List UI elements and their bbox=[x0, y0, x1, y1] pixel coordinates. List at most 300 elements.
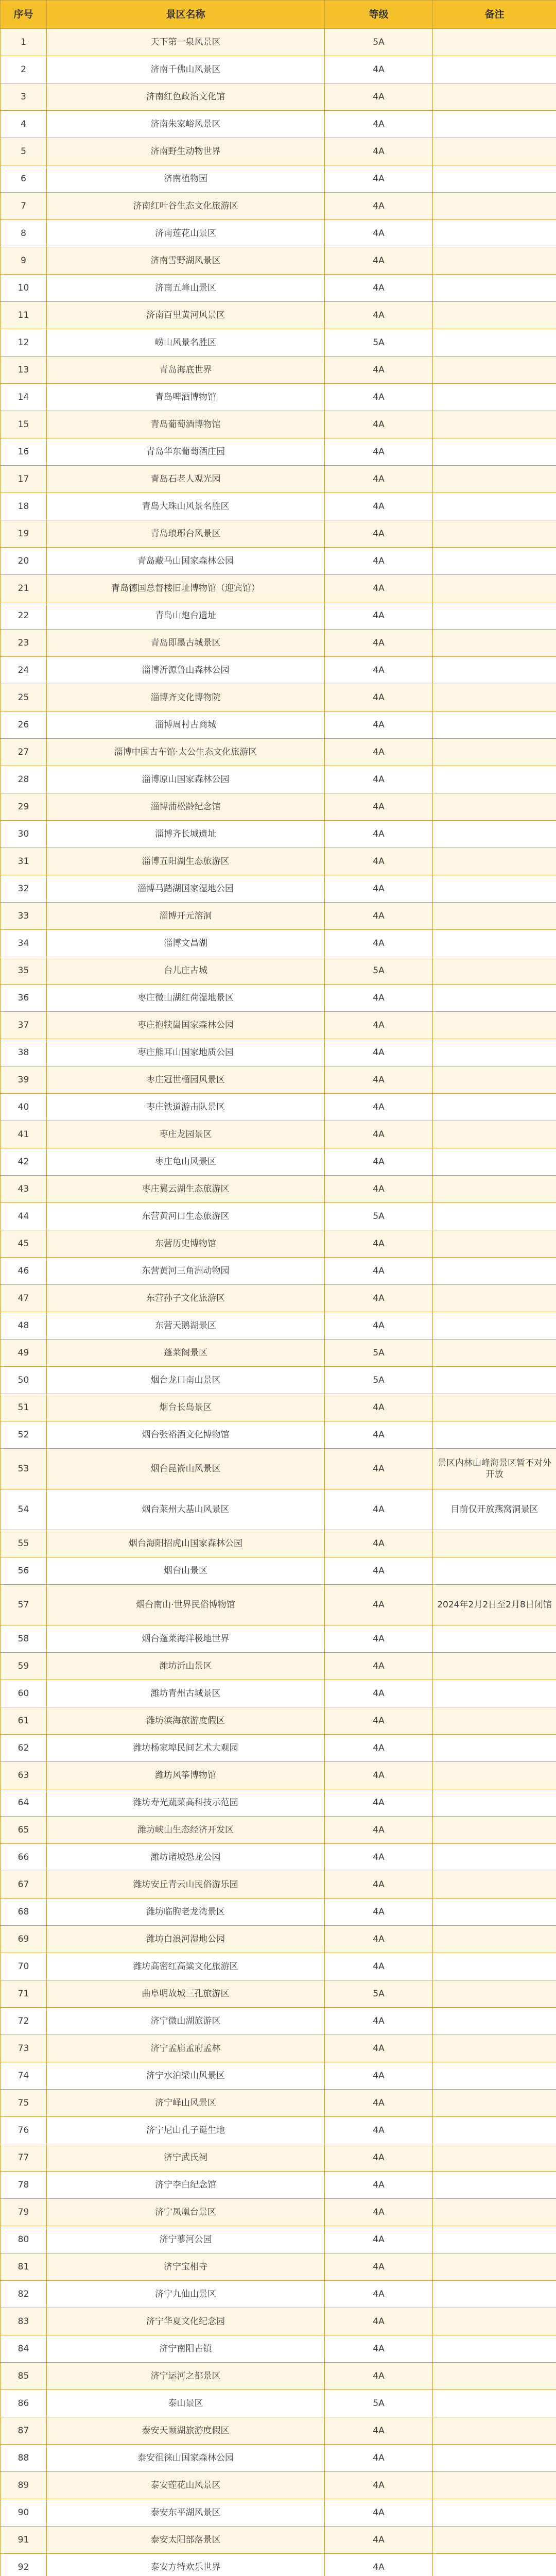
table-row bbox=[1, 1625, 556, 1653]
row-number: 85 bbox=[1, 2363, 47, 2390]
grade-value: 4A bbox=[325, 1258, 433, 1285]
note-text: 景区内林山峰海景区暂不对外开放 bbox=[433, 1449, 556, 1489]
table-row bbox=[1, 1530, 556, 1557]
note-text bbox=[433, 1871, 556, 1899]
table-row bbox=[1, 766, 556, 793]
row-number: 76 bbox=[1, 2117, 47, 2144]
table-row bbox=[1, 2117, 556, 2144]
table-row bbox=[1, 2226, 556, 2253]
row-number: 9 bbox=[1, 247, 47, 275]
note-text bbox=[433, 1340, 556, 1367]
note-text bbox=[433, 2281, 556, 2308]
grade-value: 4A bbox=[325, 903, 433, 930]
scenic-name: 烟台山景区 bbox=[47, 1557, 325, 1585]
scenic-name: 枣庄翼云湖生态旅游区 bbox=[47, 1176, 325, 1203]
scenic-name: 淄博马踏湖国家湿地公园 bbox=[47, 875, 325, 903]
header-scenic-name: 景区名称 bbox=[47, 1, 325, 29]
row-number: 73 bbox=[1, 2035, 47, 2062]
row-number: 18 bbox=[1, 493, 47, 520]
table-row bbox=[1, 1094, 556, 1121]
scenic-name: 济南野生动物世界 bbox=[47, 138, 325, 165]
scenic-name: 潍坊风筝博物馆 bbox=[47, 1762, 325, 1789]
note-text bbox=[433, 2499, 556, 2527]
scenic-name: 青岛琅琊台风景区 bbox=[47, 520, 325, 548]
row-number: 12 bbox=[1, 329, 47, 357]
note-text bbox=[433, 1066, 556, 1094]
grade-value: 4A bbox=[325, 2472, 433, 2499]
scenic-name: 枣庄龙园景区 bbox=[47, 1121, 325, 1148]
table-row bbox=[1, 2035, 556, 2062]
scenic-name: 烟台长岛景区 bbox=[47, 1394, 325, 1421]
note-text bbox=[433, 2090, 556, 2117]
row-number: 24 bbox=[1, 657, 47, 684]
note-text bbox=[433, 438, 556, 466]
table-row bbox=[1, 493, 556, 520]
row-number: 4 bbox=[1, 111, 47, 138]
header-grade: 等级 bbox=[325, 1, 433, 29]
row-number: 32 bbox=[1, 875, 47, 903]
table-row bbox=[1, 1899, 556, 1926]
scenic-name: 泰安天颐湖旅游度假区 bbox=[47, 2417, 325, 2445]
header-number: 序号 bbox=[1, 1, 47, 29]
row-number: 42 bbox=[1, 1148, 47, 1176]
grade-value: 4A bbox=[325, 1230, 433, 1258]
grade-value: 5A bbox=[325, 29, 433, 56]
grade-value: 4A bbox=[325, 2172, 433, 2199]
grade-value: 5A bbox=[325, 1203, 433, 1230]
table-row bbox=[1, 1340, 556, 1367]
grade-value: 4A bbox=[325, 875, 433, 903]
table-row bbox=[1, 193, 556, 220]
note-text bbox=[433, 83, 556, 111]
row-number: 31 bbox=[1, 848, 47, 875]
note-text bbox=[433, 2554, 556, 2576]
note-text bbox=[433, 1094, 556, 1121]
note-text bbox=[433, 1653, 556, 1680]
table-body bbox=[1, 29, 556, 2576]
row-number: 79 bbox=[1, 2199, 47, 2226]
row-number: 50 bbox=[1, 1367, 47, 1394]
note-text bbox=[433, 2144, 556, 2172]
note-text bbox=[433, 630, 556, 657]
row-number: 11 bbox=[1, 302, 47, 329]
scenic-name: 淄博周村古商城 bbox=[47, 711, 325, 739]
row-number: 77 bbox=[1, 2144, 47, 2172]
grade-value: 4A bbox=[325, 220, 433, 247]
table-row bbox=[1, 411, 556, 438]
scenic-name: 东营黄河三角洲动物园 bbox=[47, 1258, 325, 1285]
grade-value: 4A bbox=[325, 466, 433, 493]
grade-value: 4A bbox=[325, 1585, 433, 1625]
row-number: 28 bbox=[1, 766, 47, 793]
row-number: 1 bbox=[1, 29, 47, 56]
row-number: 6 bbox=[1, 165, 47, 193]
table-row bbox=[1, 2008, 556, 2035]
table-row bbox=[1, 602, 556, 630]
row-number: 43 bbox=[1, 1176, 47, 1203]
scenic-name: 济宁宝相寺 bbox=[47, 2253, 325, 2281]
note-text: 2024年2月2日至2月8日闭馆 bbox=[433, 1585, 556, 1625]
table-row bbox=[1, 438, 556, 466]
note-text bbox=[433, 165, 556, 193]
note-text bbox=[433, 930, 556, 957]
note-text bbox=[433, 2417, 556, 2445]
row-number: 69 bbox=[1, 1926, 47, 1953]
table-row bbox=[1, 520, 556, 548]
scenic-name: 曲阜明故城三孔旅游区 bbox=[47, 1980, 325, 2008]
row-number: 10 bbox=[1, 275, 47, 302]
scenic-name: 济宁微山湖旅游区 bbox=[47, 2008, 325, 2035]
scenic-name: 济宁武氏祠 bbox=[47, 2144, 325, 2172]
note-text bbox=[433, 602, 556, 630]
grade-value: 5A bbox=[325, 957, 433, 985]
note-text bbox=[433, 1039, 556, 1066]
table-row bbox=[1, 903, 556, 930]
scenic-name: 枣庄抱犊崮国家森林公园 bbox=[47, 1012, 325, 1039]
table-row bbox=[1, 1557, 556, 1585]
grade-value: 4A bbox=[325, 438, 433, 466]
table-row bbox=[1, 1789, 556, 1817]
row-number: 14 bbox=[1, 384, 47, 411]
grade-value: 4A bbox=[325, 1121, 433, 1148]
scenic-name: 济南朱家峪风景区 bbox=[47, 111, 325, 138]
table-row bbox=[1, 384, 556, 411]
note-text bbox=[433, 1762, 556, 1789]
scenic-name: 济南植物园 bbox=[47, 165, 325, 193]
grade-value: 4A bbox=[325, 1871, 433, 1899]
row-number: 82 bbox=[1, 2281, 47, 2308]
note-text bbox=[433, 329, 556, 357]
grade-value: 4A bbox=[325, 83, 433, 111]
row-number: 51 bbox=[1, 1394, 47, 1421]
scenic-name: 济南莲花山景区 bbox=[47, 220, 325, 247]
row-number: 20 bbox=[1, 548, 47, 575]
note-text bbox=[433, 684, 556, 711]
scenic-name: 济宁尼山孔子诞生地 bbox=[47, 2117, 325, 2144]
scenic-name: 崂山风景名胜区 bbox=[47, 329, 325, 357]
row-number: 68 bbox=[1, 1899, 47, 1926]
note-text bbox=[433, 56, 556, 83]
row-number: 45 bbox=[1, 1230, 47, 1258]
grade-value: 4A bbox=[325, 739, 433, 766]
scenic-name: 枣庄熊耳山国家地质公园 bbox=[47, 1039, 325, 1066]
scenic-name: 潍坊白浪河湿地公园 bbox=[47, 1926, 325, 1953]
row-number: 90 bbox=[1, 2499, 47, 2527]
scenic-name: 泰安东平湖风景区 bbox=[47, 2499, 325, 2527]
row-number: 60 bbox=[1, 1680, 47, 1707]
grade-value: 4A bbox=[325, 1394, 433, 1421]
table-row bbox=[1, 793, 556, 821]
table-row bbox=[1, 2499, 556, 2527]
note-text bbox=[433, 2335, 556, 2363]
scenic-name: 淄博开元溶洞 bbox=[47, 903, 325, 930]
table-row bbox=[1, 1012, 556, 1039]
grade-value: 4A bbox=[325, 2499, 433, 2527]
row-number: 38 bbox=[1, 1039, 47, 1066]
grade-value: 4A bbox=[325, 2445, 433, 2472]
note-text bbox=[433, 1899, 556, 1926]
scenic-name: 淄博齐长城遗址 bbox=[47, 821, 325, 848]
table-row bbox=[1, 684, 556, 711]
grade-value: 4A bbox=[325, 630, 433, 657]
row-number: 7 bbox=[1, 193, 47, 220]
grade-value: 4A bbox=[325, 1762, 433, 1789]
grade-value: 4A bbox=[325, 2144, 433, 2172]
table-row bbox=[1, 83, 556, 111]
table-row bbox=[1, 848, 556, 875]
scenic-name: 济宁李白纪念馆 bbox=[47, 2172, 325, 2199]
grade-value: 4A bbox=[325, 2363, 433, 2390]
scenic-name: 青岛石老人观光园 bbox=[47, 466, 325, 493]
table-row bbox=[1, 111, 556, 138]
grade-value: 4A bbox=[325, 1926, 433, 1953]
row-number: 92 bbox=[1, 2554, 47, 2576]
grade-value: 4A bbox=[325, 711, 433, 739]
note-text bbox=[433, 2308, 556, 2335]
scenic-name: 潍坊青州古城景区 bbox=[47, 1680, 325, 1707]
row-number: 21 bbox=[1, 575, 47, 602]
scenic-name: 济宁峄山风景区 bbox=[47, 2090, 325, 2117]
grade-value: 5A bbox=[325, 1367, 433, 1394]
scenic-name: 济宁九仙山景区 bbox=[47, 2281, 325, 2308]
table-row bbox=[1, 29, 556, 56]
row-number: 54 bbox=[1, 1489, 47, 1530]
note-text bbox=[433, 493, 556, 520]
grade-value: 4A bbox=[325, 2035, 433, 2062]
table-row bbox=[1, 2281, 556, 2308]
scenic-name: 烟台张裕酒文化博物馆 bbox=[47, 1421, 325, 1449]
scenic-name: 济南五峰山景区 bbox=[47, 275, 325, 302]
scenic-name: 枣庄微山湖红荷湿地景区 bbox=[47, 985, 325, 1012]
scenic-name: 潍坊临朐老龙湾景区 bbox=[47, 1899, 325, 1926]
scenic-name: 济南雪野湖风景区 bbox=[47, 247, 325, 275]
table-row bbox=[1, 2445, 556, 2472]
scenic-name: 淄博沂源鲁山森林公园 bbox=[47, 657, 325, 684]
grade-value: 4A bbox=[325, 821, 433, 848]
note-text bbox=[433, 411, 556, 438]
grade-value: 4A bbox=[325, 2253, 433, 2281]
note-text bbox=[433, 1421, 556, 1449]
scenic-name: 青岛华东葡萄酒庄园 bbox=[47, 438, 325, 466]
note-text bbox=[433, 548, 556, 575]
grade-value: 4A bbox=[325, 56, 433, 83]
row-number: 3 bbox=[1, 83, 47, 111]
scenic-name: 青岛葡萄酒博物馆 bbox=[47, 411, 325, 438]
table-row bbox=[1, 1394, 556, 1421]
note-text bbox=[433, 193, 556, 220]
note-text bbox=[433, 1012, 556, 1039]
row-number: 80 bbox=[1, 2226, 47, 2253]
scenic-name: 潍坊沂山景区 bbox=[47, 1653, 325, 1680]
grade-value: 4A bbox=[325, 1735, 433, 1762]
scenic-name: 济宁南阳古镇 bbox=[47, 2335, 325, 2363]
grade-value: 4A bbox=[325, 1039, 433, 1066]
note-text bbox=[433, 2035, 556, 2062]
scenic-name: 泰安徂徕山国家森林公园 bbox=[47, 2445, 325, 2472]
row-number: 23 bbox=[1, 630, 47, 657]
note-text bbox=[433, 466, 556, 493]
grade-value: 4A bbox=[325, 1899, 433, 1926]
table-row bbox=[1, 302, 556, 329]
scenic-name: 青岛即墨古城景区 bbox=[47, 630, 325, 657]
scenic-name: 潍坊滨海旅游度假区 bbox=[47, 1707, 325, 1735]
note-text bbox=[433, 1789, 556, 1817]
grade-value: 4A bbox=[325, 930, 433, 957]
table-row bbox=[1, 1680, 556, 1707]
row-number: 16 bbox=[1, 438, 47, 466]
table-row bbox=[1, 2527, 556, 2554]
table-row bbox=[1, 2472, 556, 2499]
grade-value: 4A bbox=[325, 1625, 433, 1653]
scenic-name: 烟台莱州大基山风景区 bbox=[47, 1489, 325, 1530]
row-number: 26 bbox=[1, 711, 47, 739]
note-text bbox=[433, 1394, 556, 1421]
grade-value: 4A bbox=[325, 1421, 433, 1449]
scenic-name: 济宁蓼河公园 bbox=[47, 2226, 325, 2253]
grade-value: 4A bbox=[325, 165, 433, 193]
scenic-name: 青岛藏马山国家森林公园 bbox=[47, 548, 325, 575]
row-number: 65 bbox=[1, 1817, 47, 1844]
grade-value: 4A bbox=[325, 684, 433, 711]
grade-value: 4A bbox=[325, 2417, 433, 2445]
grade-value: 5A bbox=[325, 1980, 433, 2008]
row-number: 2 bbox=[1, 56, 47, 83]
table-row bbox=[1, 1258, 556, 1285]
scenic-name: 济南红叶谷生态文化旅游区 bbox=[47, 193, 325, 220]
grade-value: 4A bbox=[325, 602, 433, 630]
table-row bbox=[1, 2172, 556, 2199]
note-text bbox=[433, 2363, 556, 2390]
row-number: 33 bbox=[1, 903, 47, 930]
table-row bbox=[1, 2390, 556, 2417]
table-row bbox=[1, 985, 556, 1012]
table-row bbox=[1, 220, 556, 247]
row-number: 36 bbox=[1, 985, 47, 1012]
scenic-name: 烟台昆嵛山风景区 bbox=[47, 1449, 325, 1489]
table-row bbox=[1, 1066, 556, 1094]
scenic-name: 烟台南山·世界民俗博物馆 bbox=[47, 1585, 325, 1625]
grade-value: 4A bbox=[325, 1148, 433, 1176]
note-text bbox=[433, 985, 556, 1012]
note-text bbox=[433, 1817, 556, 1844]
row-number: 63 bbox=[1, 1762, 47, 1789]
row-number: 53 bbox=[1, 1449, 47, 1489]
row-number: 15 bbox=[1, 411, 47, 438]
grade-value: 4A bbox=[325, 193, 433, 220]
grade-value: 4A bbox=[325, 1094, 433, 1121]
grade-value: 4A bbox=[325, 1817, 433, 1844]
note-text bbox=[433, 1844, 556, 1871]
scenic-name: 东营历史博物馆 bbox=[47, 1230, 325, 1258]
note-text bbox=[433, 1367, 556, 1394]
row-number: 59 bbox=[1, 1653, 47, 1680]
grade-value: 4A bbox=[325, 411, 433, 438]
scenic-name: 青岛海底世界 bbox=[47, 357, 325, 384]
row-number: 75 bbox=[1, 2090, 47, 2117]
scenic-name: 淄博五阳湖生态旅游区 bbox=[47, 848, 325, 875]
scenic-name: 烟台龙口南山景区 bbox=[47, 1367, 325, 1394]
note-text bbox=[433, 1148, 556, 1176]
grade-value: 4A bbox=[325, 138, 433, 165]
grade-value: 4A bbox=[325, 548, 433, 575]
table-row bbox=[1, 875, 556, 903]
note-text bbox=[433, 1312, 556, 1340]
row-number: 55 bbox=[1, 1530, 47, 1557]
table-row bbox=[1, 1312, 556, 1340]
table-row bbox=[1, 2335, 556, 2363]
scenic-name: 潍坊高密红高粱文化旅游区 bbox=[47, 1953, 325, 1980]
note-text bbox=[433, 793, 556, 821]
grade-value: 4A bbox=[325, 1530, 433, 1557]
grade-value: 4A bbox=[325, 1557, 433, 1585]
row-number: 58 bbox=[1, 1625, 47, 1653]
note-text bbox=[433, 1203, 556, 1230]
grade-value: 4A bbox=[325, 1066, 433, 1094]
scenic-name: 枣庄冠世榴园风景区 bbox=[47, 1066, 325, 1094]
grade-value: 4A bbox=[325, 766, 433, 793]
table-row bbox=[1, 1039, 556, 1066]
table-row bbox=[1, 1871, 556, 1899]
note-text bbox=[433, 1707, 556, 1735]
table-row bbox=[1, 329, 556, 357]
row-number: 44 bbox=[1, 1203, 47, 1230]
note-text bbox=[433, 2062, 556, 2090]
table-row bbox=[1, 739, 556, 766]
note-text bbox=[433, 1285, 556, 1312]
row-number: 49 bbox=[1, 1340, 47, 1367]
grade-value: 4A bbox=[325, 2335, 433, 2363]
scenic-name: 潍坊安丘青云山民俗游乐园 bbox=[47, 1871, 325, 1899]
note-text bbox=[433, 2253, 556, 2281]
scenic-name: 淄博原山国家森林公园 bbox=[47, 766, 325, 793]
note-text bbox=[433, 848, 556, 875]
row-number: 72 bbox=[1, 2008, 47, 2035]
row-number: 78 bbox=[1, 2172, 47, 2199]
grade-value: 4A bbox=[325, 657, 433, 684]
table-row bbox=[1, 2308, 556, 2335]
note-text bbox=[433, 384, 556, 411]
note-text bbox=[433, 766, 556, 793]
grade-value: 4A bbox=[325, 1844, 433, 1871]
grade-value: 4A bbox=[325, 575, 433, 602]
row-number: 30 bbox=[1, 821, 47, 848]
note-text bbox=[433, 711, 556, 739]
table-row bbox=[1, 1230, 556, 1258]
note-text bbox=[433, 821, 556, 848]
table-row bbox=[1, 630, 556, 657]
scenic-name: 泰安方特欢乐世界 bbox=[47, 2554, 325, 2576]
table-row bbox=[1, 1176, 556, 1203]
table-row bbox=[1, 1735, 556, 1762]
note-text bbox=[433, 1926, 556, 1953]
table-row bbox=[1, 1285, 556, 1312]
grade-value: 4A bbox=[325, 302, 433, 329]
grade-value: 4A bbox=[325, 2062, 433, 2090]
grade-value: 4A bbox=[325, 2090, 433, 2117]
grade-value: 4A bbox=[325, 384, 433, 411]
grade-value: 4A bbox=[325, 2554, 433, 2576]
note-text bbox=[433, 1121, 556, 1148]
grade-value: 4A bbox=[325, 985, 433, 1012]
note-text bbox=[433, 739, 556, 766]
table-row bbox=[1, 275, 556, 302]
note-text bbox=[433, 138, 556, 165]
table-row bbox=[1, 1653, 556, 1680]
grade-value: 4A bbox=[325, 2281, 433, 2308]
scenic-name: 天下第一泉风景区 bbox=[47, 29, 325, 56]
note-text bbox=[433, 2117, 556, 2144]
grade-value: 4A bbox=[325, 111, 433, 138]
